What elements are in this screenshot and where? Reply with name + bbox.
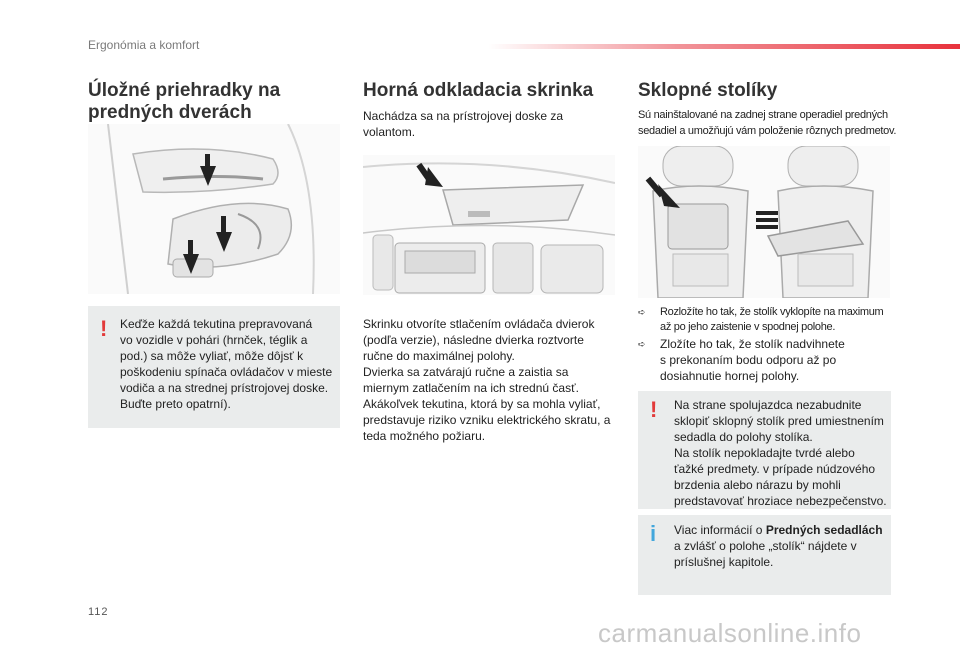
door-warning-line: pod.) sa môže vyliať, môže dôjsť k: [120, 349, 304, 363]
seats-info-text: [674, 522, 883, 570]
bullet-unfold-text: [660, 305, 883, 335]
info-line: [674, 522, 883, 538]
tables-warning-line: ťažké predmety. v prípade núdzového: [674, 462, 876, 476]
watermark: carmanualsonline.info: [598, 618, 862, 648]
bullet-unfold: [638, 305, 898, 337]
glovebox-intro-line: Nachádza sa na prístrojovej doske za: [363, 109, 564, 123]
front-seats-reference: Predných sedadlách: [765, 523, 883, 537]
glovebox-body-line: Akákoľvek tekutina, ktorá by sa mohla vyliať,: [363, 397, 601, 411]
door-warning-line: Keďže každá tekutina prepravovaná: [120, 317, 313, 331]
glovebox-body-line: Skrinku otvoríte stlačením ovládača dvierok: [363, 317, 595, 331]
info-prefix: Viac informácií o: [674, 523, 766, 537]
glovebox-intro: [363, 108, 563, 140]
tables-warning-text: [674, 397, 887, 509]
door-warning-line: vo vozidle v pohári (hrnček, téglik a: [120, 333, 308, 347]
tables-intro-line: sedadiel a umožňujú vám položenie rôznych predmetov.: [638, 125, 897, 137]
header-accent-bar: [488, 44, 960, 49]
bullet-line: s prekonaním bodu odporu až po: [660, 353, 837, 367]
door-warning-line: vodiča a na strednej prístrojovej doske.: [120, 381, 329, 395]
door-title-line2: predných dverách: [88, 102, 252, 123]
glovebox-intro-line: volantom.: [363, 125, 416, 139]
info-icon: i: [650, 521, 657, 546]
bullet-line: až po jeho zaistenie v spodnej polohe.: [660, 321, 836, 333]
tables-intro: [638, 107, 896, 139]
tables-intro-line: Sú nainštalované na zadnej strane operadiel predných: [638, 109, 888, 121]
bullet-line: Zložíte ho tak, že stolík nadvihnete: [660, 337, 845, 351]
tables-warning-line: Na strane spolujazdca nezabudnite: [674, 398, 862, 412]
door-warning-text: [120, 316, 332, 412]
door-illustration: [88, 124, 340, 294]
glovebox-body-line: ručne do maximálnej polohy.: [363, 349, 515, 363]
door-title-line1: Úložné priehradky na: [88, 80, 281, 101]
glovebox-body-line: miernym zatlačením na ich strednú časť.: [363, 381, 579, 395]
warning-icon: !: [100, 316, 108, 341]
bullet-fold-text: [660, 336, 845, 384]
tables-warning-line: Na stolík nepokladajte tvrdé alebo: [674, 446, 855, 460]
door-warning-line: poškodeniu spínača ovládačov v mieste: [120, 365, 333, 379]
bullet-line: dosiahnutie hornej polohy.: [660, 369, 800, 383]
section-header: Ergonómia a komfort: [88, 38, 200, 52]
bullet-line: Rozložíte ho tak, že stolík vyklopíte na maximum: [660, 306, 884, 318]
warning-icon: !: [650, 397, 658, 422]
tables-warning-line: brzdenia alebo nárazu by mohli: [674, 478, 841, 492]
tables-warning-line: sklopiť sklopný stolík pred umiestnením: [674, 414, 884, 428]
arrow-bullet-icon: ➪: [638, 307, 646, 317]
door-compartments-title: [88, 80, 280, 124]
info-line: príslušnej kapitole.: [674, 555, 774, 569]
tables-warning-note: [638, 391, 891, 509]
info-line: a zvlášť o polohe „stolík“ nájdete v: [674, 539, 857, 553]
glovebox-illustration: [363, 155, 615, 295]
glovebox-body-line: teda možného požiaru.: [363, 429, 486, 443]
tables-warning-line: sedadla do polohy stolíka.: [674, 430, 813, 444]
glovebox-body-line: (podľa verzie), následne dvierka roztvorte: [363, 333, 584, 347]
upper-glovebox-title: Horná odkladacia skrinka: [363, 80, 594, 101]
door-warning-line: Buďte preto opatrní).: [120, 397, 231, 411]
glovebox-body-line: Dvierka sa zatvárajú ručne a zaistia sa: [363, 365, 569, 379]
tables-illustration: [638, 146, 890, 298]
glovebox-body-line: predstavuje riziko vzniku elektrického skratu, a: [363, 413, 611, 427]
folding-tables-title: Sklopné stolíky: [638, 80, 778, 101]
page-number: 112: [88, 606, 109, 618]
arrow-bullet-icon: ➪: [638, 339, 646, 349]
tables-warning-line: predstavovať hroziace nebezpečenstvo.: [674, 494, 887, 508]
seats-info-note: [638, 515, 891, 595]
bullet-fold: [638, 336, 898, 384]
glovebox-body: [363, 316, 610, 444]
door-warning-note: [88, 306, 340, 428]
